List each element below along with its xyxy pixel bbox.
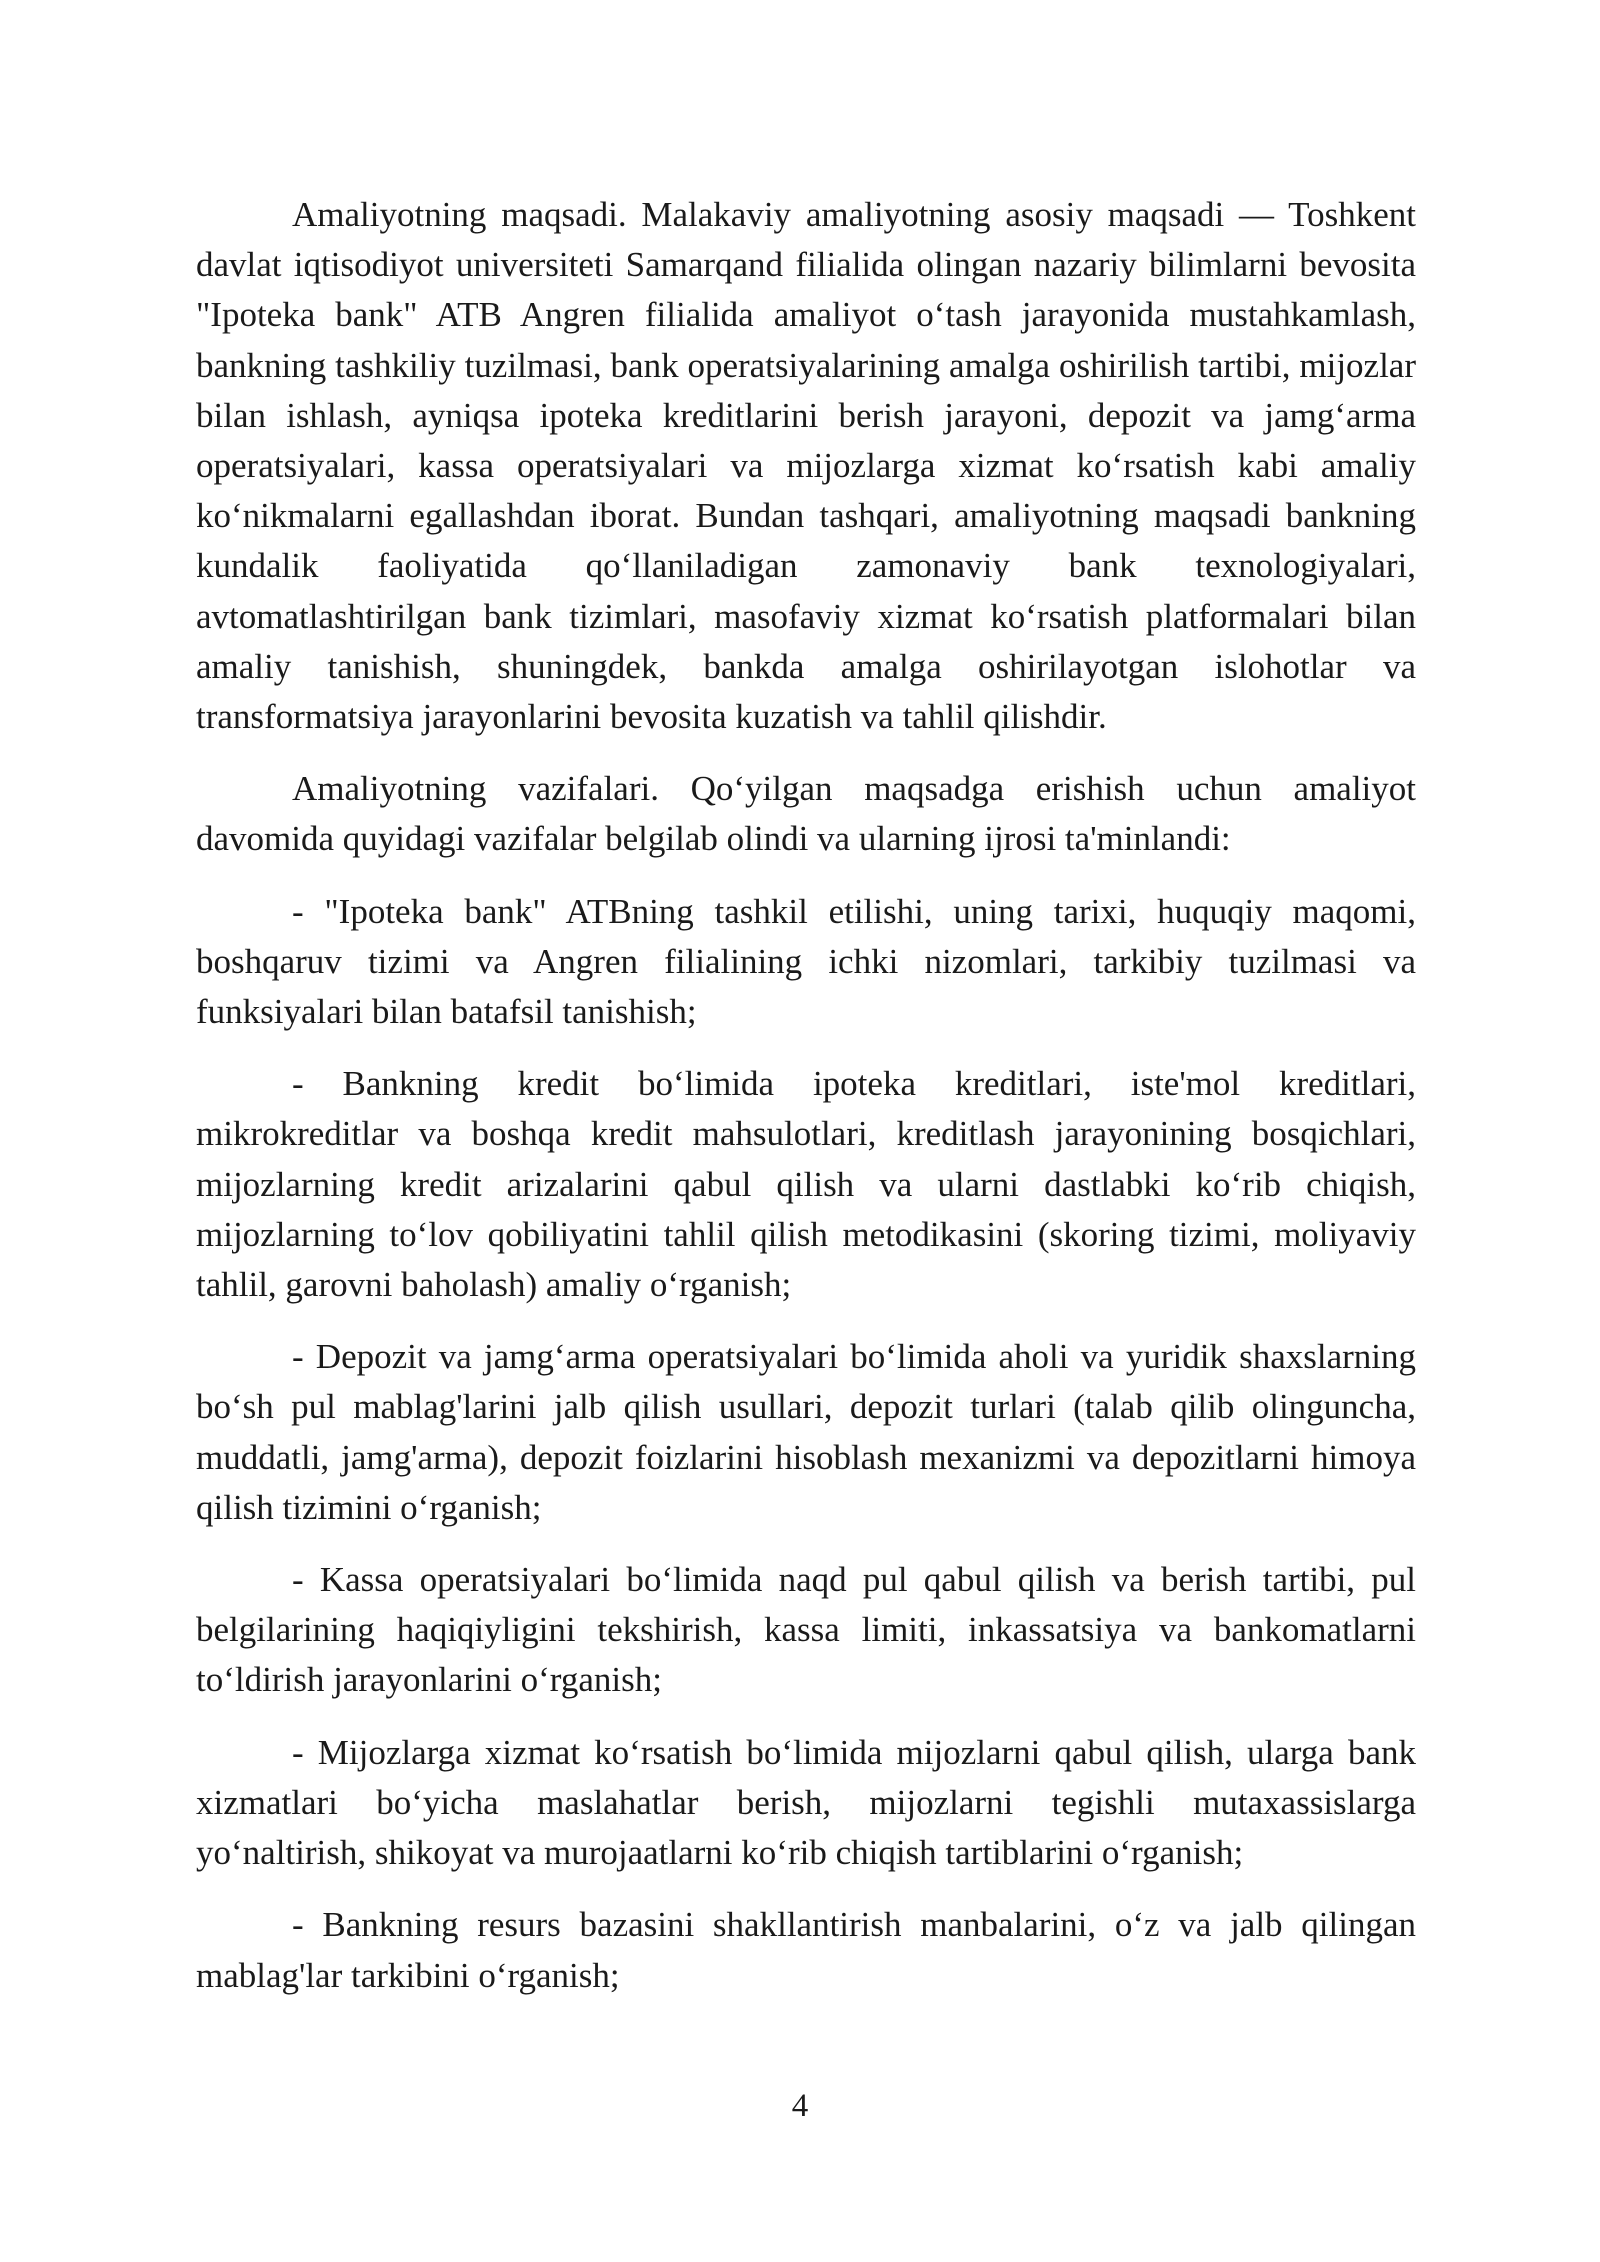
list-item-bank-organization: - "Ipoteka bank" ATBning tashkil etilishi, uning tarixi, huquqiy maqomi, boshqaruv tizimi va Angren filialining ichki nizomlari, tarkibiy tuzilmasi va funksiyalari bilan batafsil tanishish; [196,891,1416,1032]
paragraph-practice-goal: Amaliyotning maqsadi. Malakaviy amaliyotning asosiy maqsadi — Toshkent davlat iqtisodiyot universiteti Samarqand filialida olingan nazariy bilimlarni bevosita "Ipoteka bank" ATB Angren filialida amaliyot oʻtash jarayonida mustahkamlash, bankning tashkiliy tuzilmasi, bank operatsiyalarining amalga oshirilish tartibi, mijozlar bilan ishlash, ayniqsa ipoteka kreditlarini berish jarayoni, depozit va jamgʻarma operatsiyalari, kassa operatsiyalari va mijozlarga xizmat koʻrsatish kabi amaliy koʻnikmalarni egallashdan iborat. Bundan tashqari, amaliyotning maqsadi bankning kundalik faoliyatida qoʻllaniladigan zamonaviy bank texnologiyalari, avtomatlashtirilgan bank tizimlari, masofaviy xizmat koʻrsatish platformalari bilan amaliy tanishish, shuningdek, bankda amalga oshirilayotgan islohotlar va transformatsiya jarayonlarini bevosita kuzatish va tahlil qilishdir. [196,195,1416,737]
list-item-cash-operations: - Kassa operatsiyalari boʻlimida naqd pul qabul qilish va berish tartibi, pul belgilarining haqiqiyligini tekshirish, kassa limiti, inkassatsiya va bankomatlarni toʻldirish jarayonlarini oʻrganish; [196,1560,1416,1700]
list-item-customer-service: - Mijozlarga xizmat koʻrsatish boʻlimida mijozlarni qabul qilish, ularga bank xizmatlari boʻyicha maslahatlar berish, mijozlarni tegishli mutaxassislarga yoʻnaltirish, shikoyat va murojaatlarni koʻrib chiqish tartiblarini oʻrganish; [196,1732,1416,1873]
paragraph-practice-tasks-intro: Amaliyotning vazifalari. Qoʻyilgan maqsadga erishish uchun amaliyot davomida quyidagi vazifalar belgilab olindi va ularning ijrosi ta'minlandi: [196,769,1416,859]
document-body [196,190,1416,2023]
page-number: 4 [791,2088,809,2124]
list-item-resource-base: - Bankning resurs bazasini shakllantirish manbalarini, oʻz va jalb qilingan mablag'lar tarkibini oʻrganish; [196,1905,1416,1995]
list-item-credit-department: - Bankning kredit boʻlimida ipoteka kreditlari, iste'mol kreditlari, mikrokreditlar va boshqa kredit mahsulotlari, kreditlash jarayonining bosqichlari, mijozlarning kredit arizalarini qabul qilish va ularni dastlabki koʻrib chiqish, mijozlarning toʻlov qobiliyatini tahlil qilish metodikasini (skoring tizimi, moliyaviy tahlil, garovni baholash) amaliy oʻrganish; [196,1064,1416,1305]
list-item-deposit-operations: - Depozit va jamgʻarma operatsiyalari boʻlimida aholi va yuridik shaxslarning boʻsh pul mablag'larini jalb qilish usullari, depozit turlari (talab qilib olinguncha, muddatli, jamg'arma), depozit foizlarini hisoblash mexanizmi va depozitlarni himoya qilish tizimini oʻrganish; [196,1337,1416,1527]
